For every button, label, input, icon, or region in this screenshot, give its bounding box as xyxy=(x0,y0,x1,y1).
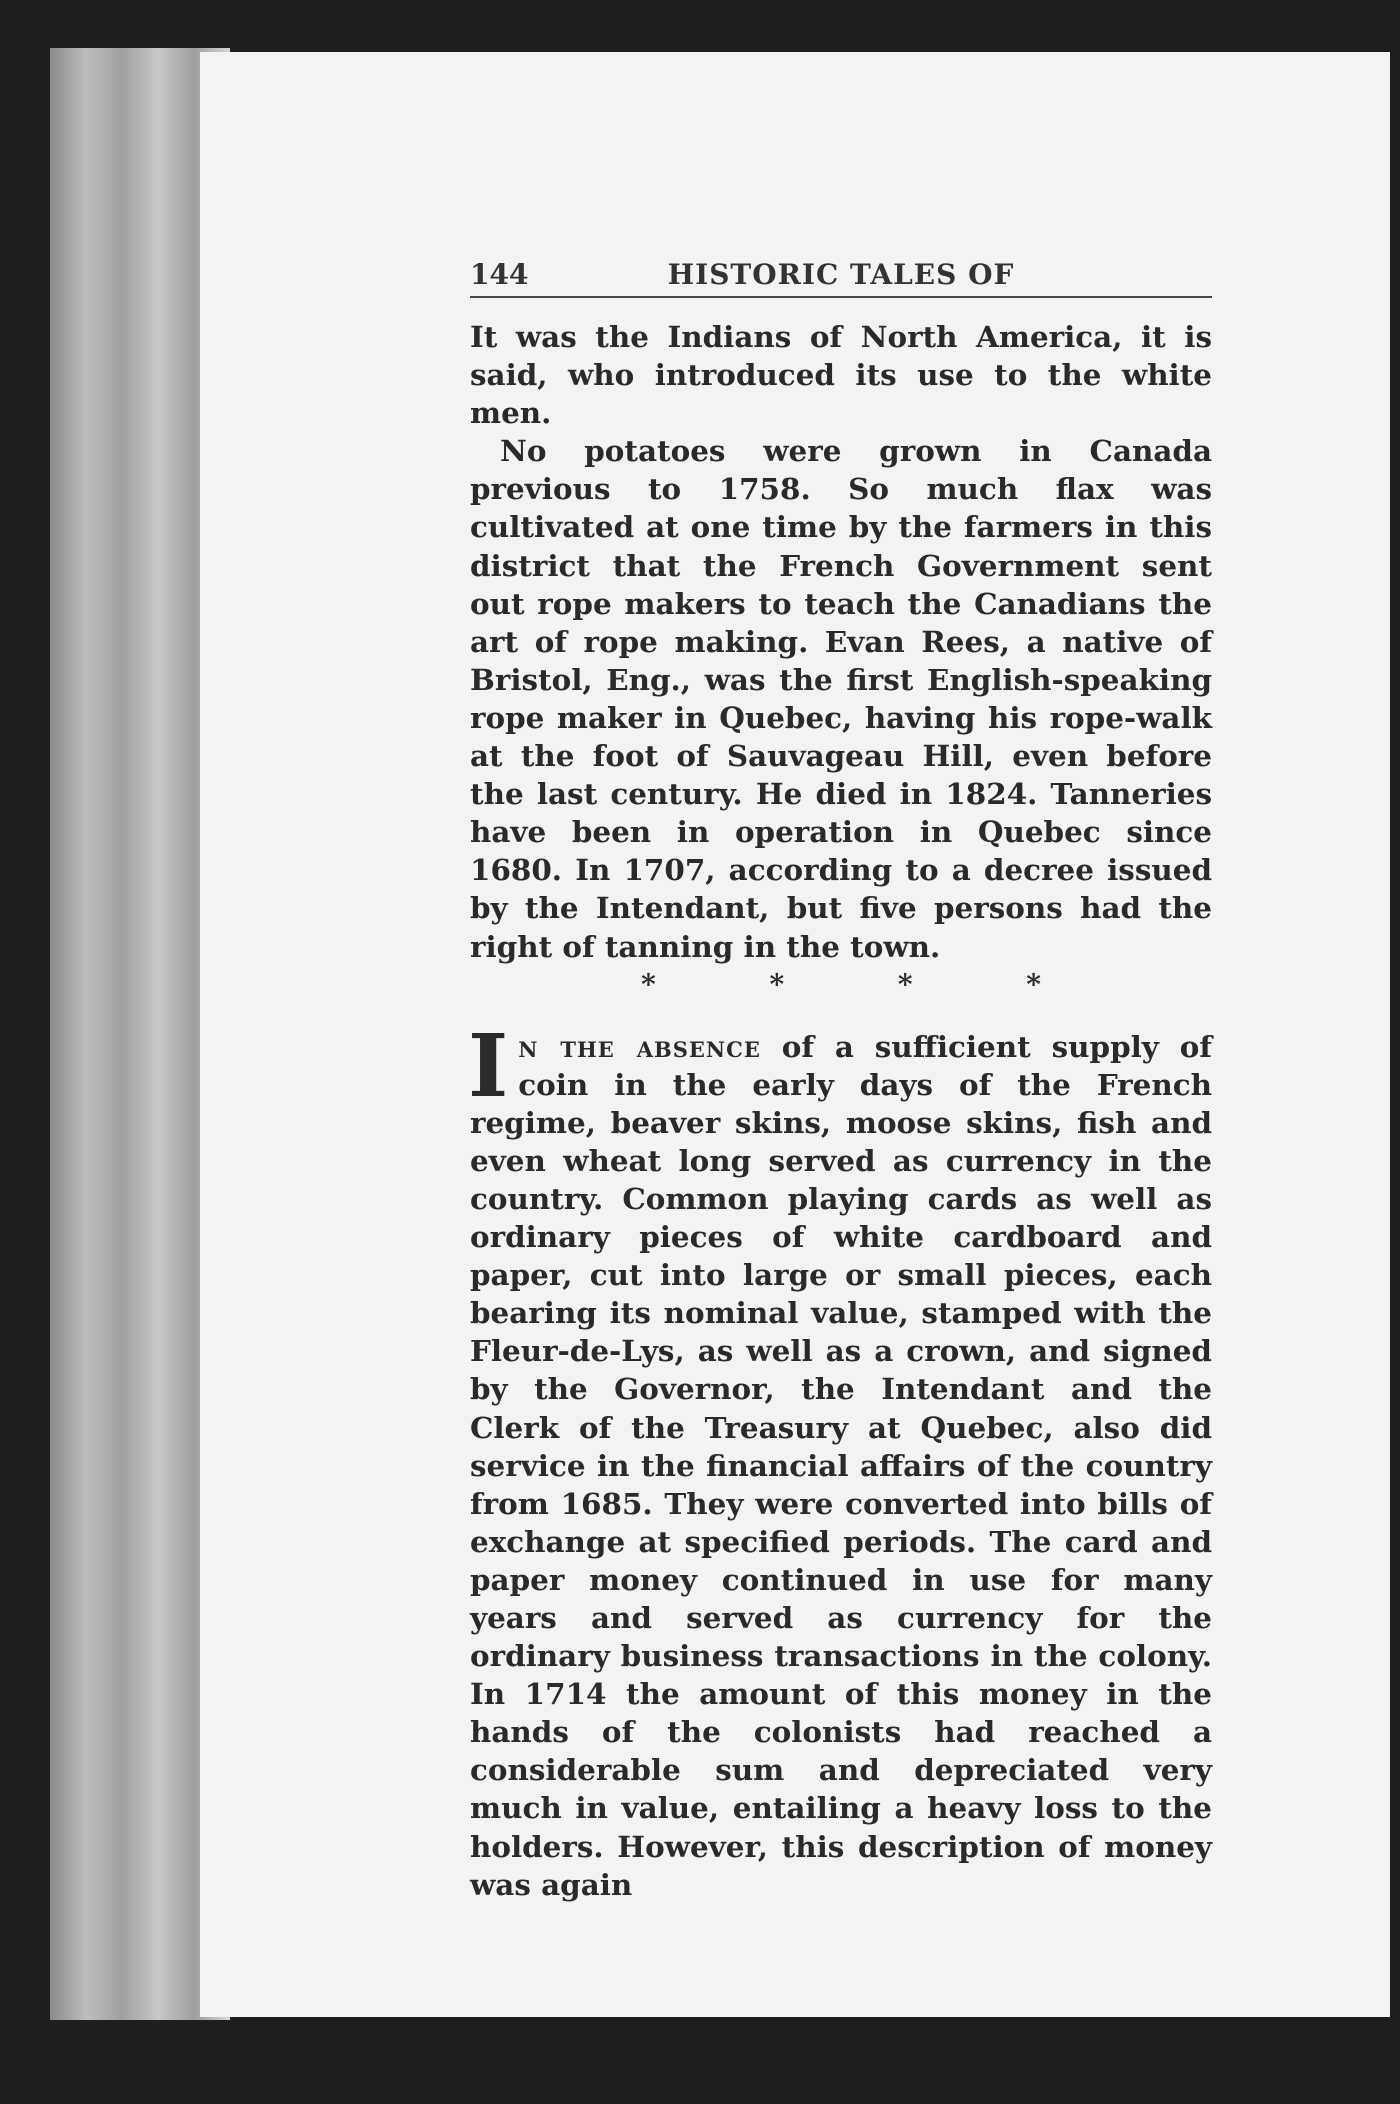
page-number: 144 xyxy=(470,258,529,291)
running-header xyxy=(470,258,1212,298)
body-text xyxy=(470,318,1212,1904)
small-caps-lead: n the absence xyxy=(518,1028,761,1064)
paragraph-currency xyxy=(468,1015,1212,1904)
section-separator: * * * * xyxy=(641,967,1093,1001)
drop-cap: I xyxy=(468,1015,509,1117)
section-gap xyxy=(470,1004,1212,1028)
paragraph-potatoes: No potatoes were grown in Canada previous to 1758. So much flax was cultivated at one time by the farmers in this district that the French Government sent out rope makers to teach the Canadians the art of rope making. Evan Rees, a native of Bristol, Eng., was the first English-speaking rope maker in Quebec, having his rope-walk at the foot of Sauvageau Hill, even before the last century. He died in 1824. Tanneries have been in operation in Quebec since 1680. In 1707, according to a decree issued by the Intendant, but five persons had the right of tanning in the town. xyxy=(470,433,1212,964)
paragraph-currency-body: of a sufficient supply of coin in the early days of the French regime, beaver skins, moose skins, fish and even wheat long served as currency in the country. Common playing cards as well as ordinary pieces of white cardboard and paper, cut into large or small pieces, each bearing its nominal value, stamped with the Fleur-de-Lys, as well as a crown, and signed by the Governor, the Intendant and the Clerk of the Treasury at Quebec, also did service in the financial affairs of the country from 1685. They were converted into bills of exchange at specified periods. The card and paper money continued in use for many years and served as currency for the ordinary business transactions in the colony. In 1714 the amount of this money in the hands of the colonists had reached a considerable sum and depreciated very much in value, entailing a heavy loss to the holders. However, this description of money was again xyxy=(470,1028,1212,1902)
running-title: HISTORIC TALES OF xyxy=(667,258,1015,291)
paragraph-continued: It was the Indians of North America, it is said, who introduced its use to the white men. xyxy=(470,319,1212,431)
